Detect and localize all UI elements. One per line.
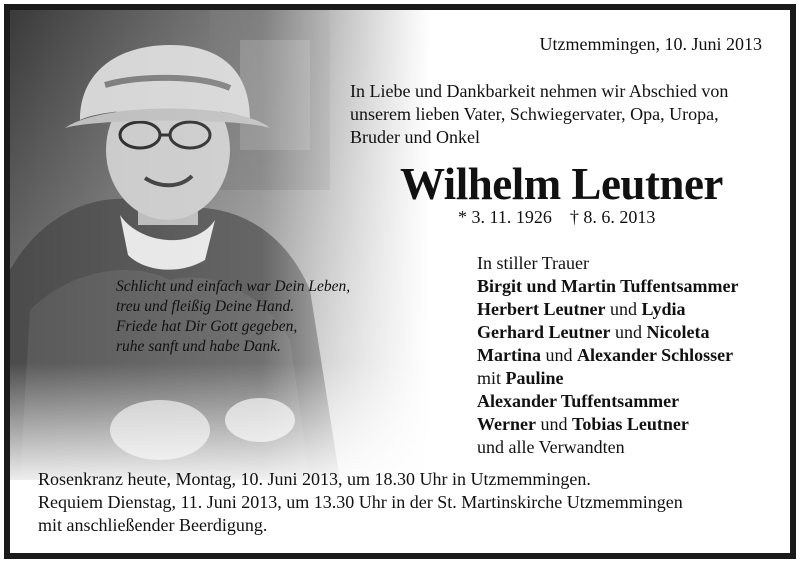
mourner-line: Werner und Tobias Leutner [477, 414, 689, 434]
birth-date: * 3. 11. 1926 [458, 207, 552, 227]
mourner-line: Alexander Tuffentsammer [477, 391, 680, 411]
place-date: Utzmemmingen, 10. Juni 2013 [539, 34, 762, 54]
mourners-heading: In stiller Trauer [477, 253, 589, 273]
poem-line: ruhe sanft und habe Dank. [116, 338, 281, 355]
mourners-list [477, 252, 739, 459]
poem-line: treu und fleißig Deine Hand. [116, 298, 295, 315]
mourner-line: Birgit und Martin Tuffentsammer [477, 276, 739, 296]
poem [116, 277, 350, 357]
life-dates [458, 207, 673, 228]
poem-line: Friede hat Dir Gott gegeben, [116, 318, 298, 335]
poem-line: Schlicht und einfach war Dein Leben, [116, 278, 351, 295]
intro-text [350, 80, 770, 149]
service-details [38, 468, 683, 537]
mourner-line: Herbert Leutner und Lydia [477, 299, 686, 319]
mourners-closing: und alle Verwandten [477, 437, 625, 457]
death-date: † 8. 6. 2013 [569, 207, 656, 227]
deceased-name: Wilhelm Leutner [400, 159, 723, 209]
mourner-line: Martina und Alexander Schlosser [477, 345, 734, 365]
mourner-line: mit Pauline [477, 368, 564, 388]
intro-line: unserem lieben Vater, Schwiegervater, Opa, Uropa, [350, 104, 719, 124]
service-line: Requiem Dienstag, 11. Juni 2013, um 13.30 Uhr in der St. Martinskirche Utzmemmingen [38, 492, 683, 512]
mourner-line: Gerhard Leutner und Nicoleta [477, 322, 710, 342]
obituary-notice [4, 4, 796, 559]
intro-line: Bruder und Onkel [350, 127, 480, 147]
service-line: Rosenkranz heute, Montag, 10. Juni 2013, um 18.30 Uhr in Utzmemmingen. [38, 469, 591, 489]
service-line: mit anschließender Beerdigung. [38, 515, 268, 535]
intro-line: In Liebe und Dankbarkeit nehmen wir Abschied von [350, 81, 729, 101]
